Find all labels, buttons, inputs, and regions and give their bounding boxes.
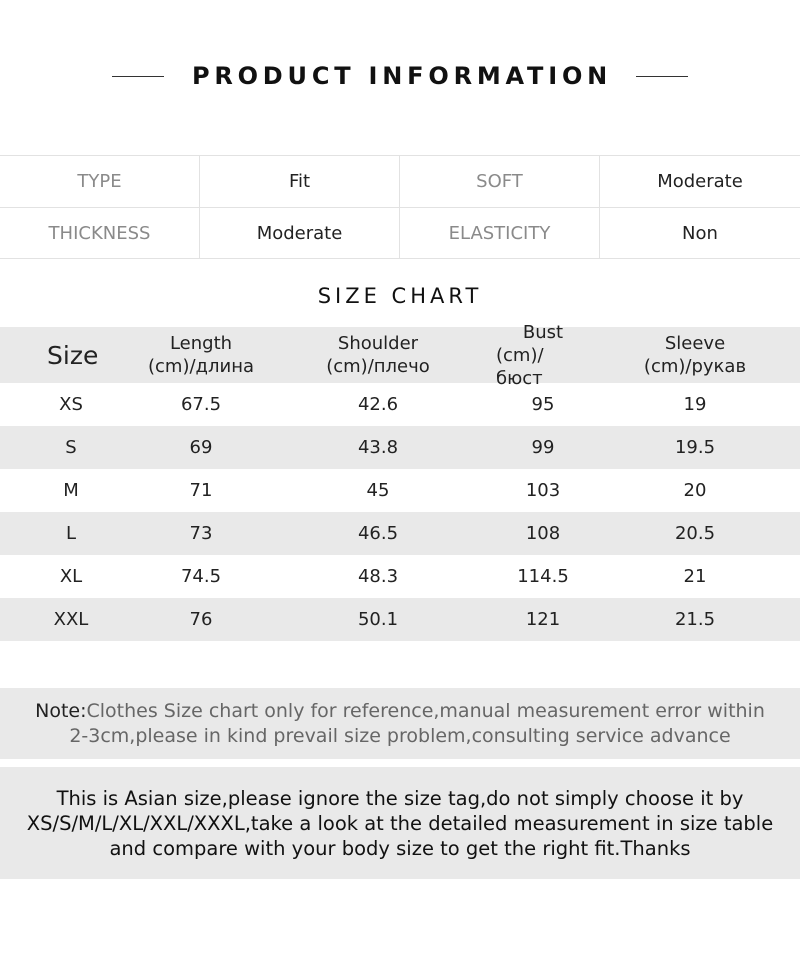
cell-bust: 121 [525, 609, 561, 630]
info-label-elasticity: ELASTICITY [400, 208, 600, 259]
size-chart-title: SIZE CHART [317, 284, 483, 308]
note-text-2: 2-3cm,please in kind prevail size problem,consulting service advance [69, 724, 731, 747]
table-row [0, 555, 800, 598]
header-left-rule [112, 76, 164, 77]
cell-size: L [65, 523, 77, 544]
cell-length: 73 [189, 523, 213, 544]
info-value-soft: Moderate [657, 171, 743, 192]
table-row [0, 512, 800, 555]
cell-sleeve: 19.5 [674, 437, 716, 458]
header-bust-name: Bust [522, 321, 564, 343]
header-shoulder-unit: (cm)/плечо [326, 356, 430, 377]
section-header [0, 58, 800, 94]
cell-size: XXL [53, 609, 89, 630]
header-sleeve-name: Sleeve [664, 333, 726, 354]
cell-bust: 95 [531, 394, 555, 415]
cell-sleeve: 20 [683, 480, 707, 501]
header-size: Size [47, 340, 99, 370]
cell-size: XS [59, 394, 83, 415]
page-title: PRODUCT INFORMATION [191, 62, 613, 90]
header-bust-unit: (cm)/бюст [496, 344, 544, 389]
size-chart-header-row [0, 321, 800, 389]
asian-size-notice [0, 767, 800, 879]
note-label: Note: [35, 699, 87, 722]
cell-size: XL [59, 566, 83, 587]
table-row [0, 598, 800, 641]
cell-sleeve: 21.5 [674, 609, 716, 630]
cell-shoulder: 48.3 [357, 566, 399, 587]
header-sleeve [590, 327, 800, 383]
cell-bust: 103 [525, 480, 561, 501]
header-length [142, 327, 260, 383]
cell-length: 69 [189, 437, 213, 458]
cell-shoulder: 46.5 [357, 523, 399, 544]
info-label-type: TYPE [0, 156, 200, 207]
table-row [0, 426, 800, 469]
info-value-type: Fit [200, 156, 400, 207]
cell-length: 74.5 [180, 566, 222, 587]
cell-size: M [63, 480, 79, 501]
asian-size-notice-text: This is Asian size,please ignore the size tag,do not simply choose it by XS/S/M/L/XL/XXL/XXXL,take a look at the detailed measurement in size table and compare with your body size to get the right fit.Thanks [26, 786, 774, 860]
header-right-rule [636, 76, 688, 77]
table-row [0, 383, 800, 426]
cell-size: S [65, 437, 77, 458]
product-info-row [0, 156, 800, 207]
cell-bust: 99 [531, 437, 555, 458]
info-value-elasticity: Non [682, 223, 718, 244]
cell-bust: 108 [525, 523, 561, 544]
cell-sleeve: 20.5 [674, 523, 716, 544]
info-label-thickness: THICKNESS [0, 208, 200, 259]
header-shoulder-name: Shoulder [337, 333, 419, 354]
product-info-row [0, 207, 800, 259]
table-row [0, 469, 800, 512]
header-length-name: Length [169, 333, 233, 354]
header-sleeve-unit: (cm)/рукав [643, 356, 747, 377]
header-bust [496, 321, 590, 389]
info-value-thickness: Moderate [200, 208, 400, 259]
size-chart-table [0, 321, 800, 641]
header-length-unit: (cm)/длина [148, 356, 254, 377]
note-line-1 [35, 699, 765, 724]
info-label-soft: SOFT [400, 156, 600, 207]
cell-sleeve: 21 [683, 566, 707, 587]
product-info-table [0, 155, 800, 259]
cell-shoulder: 42.6 [357, 394, 399, 415]
header-shoulder [260, 327, 496, 383]
cell-shoulder: 45 [366, 480, 390, 501]
cell-bust: 114.5 [517, 566, 569, 587]
cell-shoulder: 50.1 [357, 609, 399, 630]
cell-length: 71 [189, 480, 213, 501]
cell-sleeve: 19 [683, 394, 707, 415]
cell-shoulder: 43.8 [357, 437, 399, 458]
cell-length: 76 [189, 609, 213, 630]
measurement-note [0, 688, 800, 759]
cell-length: 67.5 [180, 394, 222, 415]
note-text-1: Clothes Size chart only for reference,manual measurement error within [86, 699, 765, 722]
